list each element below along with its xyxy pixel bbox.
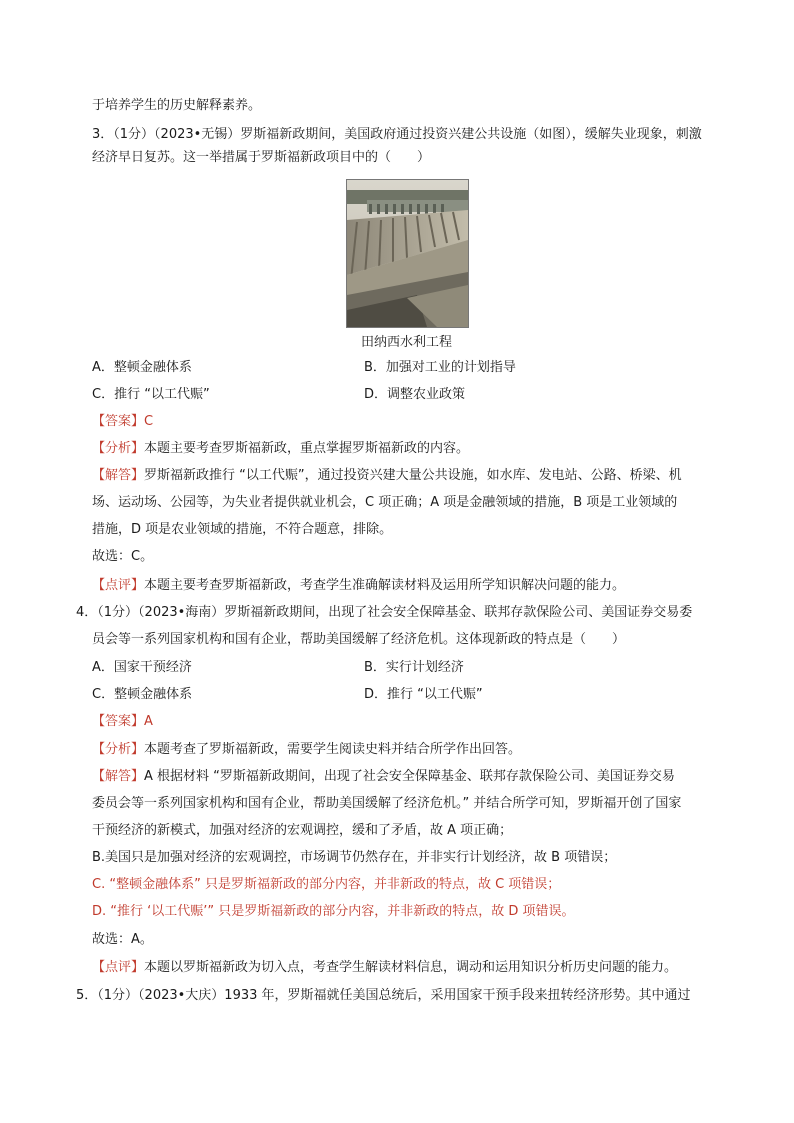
question-4-solution-line-1 bbox=[92, 767, 675, 787]
question-4-solution-line-3: 干预经济的新模式，加强对经济的宏观调控，缓和了矛盾，故 A 项正确； bbox=[92, 823, 513, 838]
figure-caption: 田纳西水利工程 bbox=[360, 335, 452, 350]
question-4-solution-line-2: 委员会等一系列国家机构和国有企业，帮助美国缓解了经济危机。” 并结合所学可知，罗斯福开创了国家 bbox=[92, 796, 682, 811]
question-4-solution-line-5: C. “整顿金融体系” 只是罗斯福新政的部分内容，并非新政的特点，故 C 项错误； bbox=[92, 877, 561, 892]
question-4-stem-line-2: 员会等一系列国家机构和国有企业，帮助美国缓解了经济危机。这体现新政的特点是（ ） bbox=[92, 632, 626, 647]
question-4-option-b: B．实行计划经济 bbox=[364, 660, 464, 675]
question-4-solution-line-6: D. “推行 ‘以工代赈’” 只是罗斯福新政的部分内容，并非新政的特点，故 D 项错误。 bbox=[92, 904, 575, 919]
question-4-solution-line-4: B.美国只是加强对经济的宏观调控，市场调节仍然存在，并非实行计划经济，故 B 项错误； bbox=[92, 850, 617, 865]
solution-label: 【解答】 bbox=[92, 769, 145, 784]
question-3-stem-line-2: 经济早日复苏。这一举措属于罗斯福新政项目中的（ ） bbox=[92, 150, 431, 165]
question-4-option-a: A．国家干预经济 bbox=[92, 660, 192, 675]
comment-label: 【点评】 bbox=[92, 578, 145, 593]
question-4-analysis bbox=[92, 740, 521, 760]
question-4-option-c: C．整顿金融体系 bbox=[92, 687, 193, 702]
answer-value: C bbox=[144, 414, 154, 429]
question-3-option-b: B．加强对工业的计划指导 bbox=[364, 360, 516, 375]
question-5-stem-line-1: 5．（1分）（2023•大庆）1933 年，罗斯福就任美国总统后，采用国家干预手段来扭转经济形势。其中通过 bbox=[76, 988, 691, 1003]
question-3-option-c: C．推行 “以工代赈” bbox=[92, 387, 210, 402]
dam-photo bbox=[346, 179, 469, 328]
comment-text: 本题主要考查罗斯福新政，考查学生准确解读材料及运用所学知识解决问题的能力。 bbox=[144, 578, 626, 593]
question-3-comment bbox=[92, 576, 625, 596]
intro-text: 于培养学生的历史解释素养。 bbox=[92, 98, 262, 113]
question-3-answer bbox=[92, 412, 153, 432]
question-3-solution-line-1 bbox=[92, 466, 682, 486]
question-3-option-d: D．调整农业政策 bbox=[364, 387, 466, 402]
comment-text: 本题以罗斯福新政为切入点，考查学生解读材料信息，调动和运用知识分析历史问题的能力。 bbox=[144, 960, 678, 975]
question-3-solution-line-2: 场、运动场、公园等，为失业者提供就业机会，C 项正确；A 项是金融领域的措施，B 项是工业领域的 bbox=[92, 495, 678, 510]
question-4-stem-line-1: 4．（1分）（2023•海南）罗斯福新政期间，出现了社会安全保障基金、联邦存款保险公司、美国证券交易委 bbox=[76, 605, 693, 620]
question-3-choice: 故选：C。 bbox=[92, 549, 154, 564]
question-4-option-d: D．推行 “以工代赈” bbox=[364, 687, 483, 702]
comment-label: 【点评】 bbox=[92, 960, 145, 975]
question-3-option-a: A．整顿金融体系 bbox=[92, 360, 192, 375]
analysis-text: 本题考查了罗斯福新政，需要学生阅读史料并结合所学作出回答。 bbox=[144, 742, 522, 757]
question-3-solution-line-3: 措施，D 项是农业领域的措施，不符合题意，排除。 bbox=[92, 522, 393, 537]
answer-label: 【答案】 bbox=[92, 414, 145, 429]
solution-label: 【解答】 bbox=[92, 468, 145, 483]
question-3-analysis bbox=[92, 439, 469, 459]
analysis-text: 本题主要考查罗斯福新政，重点掌握罗斯福新政的内容。 bbox=[144, 441, 470, 456]
question-4-comment bbox=[92, 958, 677, 978]
solution-text: 罗斯福新政推行 “以工代赈”，通过投资兴建大量公共设施，如水库、发电站、公路、桥梁、机 bbox=[144, 468, 682, 483]
question-4-choice: 故选：A。 bbox=[92, 932, 153, 947]
question-3-stem-line-1: 3．（1分）（2023•无锡）罗斯福新政期间，美国政府通过投资兴建公共设施（如图），缓解失业现象，刺激 bbox=[92, 127, 702, 142]
question-4-answer bbox=[92, 712, 153, 732]
answer-label: 【答案】 bbox=[92, 714, 145, 729]
solution-text: A 根据材料 “罗斯福新政期间，出现了社会安全保障基金、联邦存款保险公司、美国证券交易 bbox=[144, 769, 675, 784]
analysis-label: 【分析】 bbox=[92, 742, 145, 757]
answer-value: A bbox=[144, 714, 153, 729]
analysis-label: 【分析】 bbox=[92, 441, 145, 456]
